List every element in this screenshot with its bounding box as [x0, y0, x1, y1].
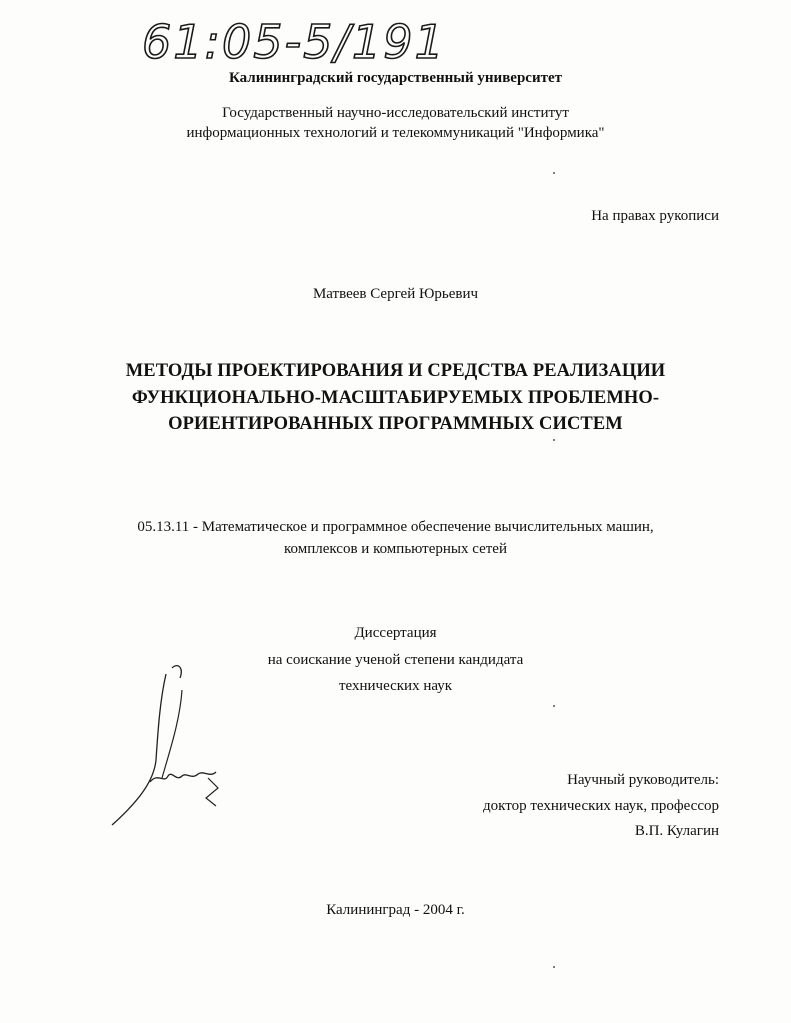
scan-speck: [553, 439, 555, 441]
author-name: Матвеев Сергей Юрьевич: [312, 286, 479, 302]
handwritten-signature: [100, 660, 230, 830]
scan-speck: [553, 705, 555, 707]
dissertation-title-line-1: МЕТОДЫ ПРОЕКТИРОВАНИЯ И СРЕДСТВА РЕАЛИЗАЦИИ: [125, 361, 666, 381]
scan-speck: [553, 172, 555, 174]
degree-field: технических наук: [338, 678, 453, 694]
specialty-line-1: 05.13.11 - Математическое и программное обеспечение вычислительных машин,: [137, 519, 654, 535]
manuscript-note: На правах рукописи: [591, 208, 719, 224]
dissertation-title-line-2: ФУНКЦИОНАЛЬНО-МАСШТАБИРУЕМЫХ ПРОБЛЕМНО-: [131, 388, 660, 408]
supervisor-name: В.П. Кулагин: [634, 823, 719, 839]
place-and-year: Калининград - 2004 г.: [326, 902, 465, 918]
university-name: Калининградский государственный университет: [228, 70, 562, 86]
degree-purpose: на соискание ученой степени кандидата: [267, 652, 524, 668]
specialty-line-2: комплексов и компьютерных сетей: [283, 541, 507, 557]
supervisor-degree: доктор технических наук, профессор: [482, 798, 719, 814]
handwritten-archive-number: [138, 6, 458, 70]
institute-line-1: Государственный научно-исследовательский институт: [222, 105, 569, 121]
institute-line-2: информационных технологий и телекоммуникаций "Информика": [186, 125, 605, 141]
scan-speck: [553, 966, 555, 968]
dissertation-label: Диссертация: [354, 625, 437, 641]
archive-number-text: 61:05-5/191: [142, 15, 446, 69]
dissertation-title-line-3: ОРИЕНТИРОВАННЫХ ПРОГРАММНЫХ СИСТЕМ: [168, 414, 623, 434]
supervisor-label: Научный руководитель:: [567, 772, 719, 788]
